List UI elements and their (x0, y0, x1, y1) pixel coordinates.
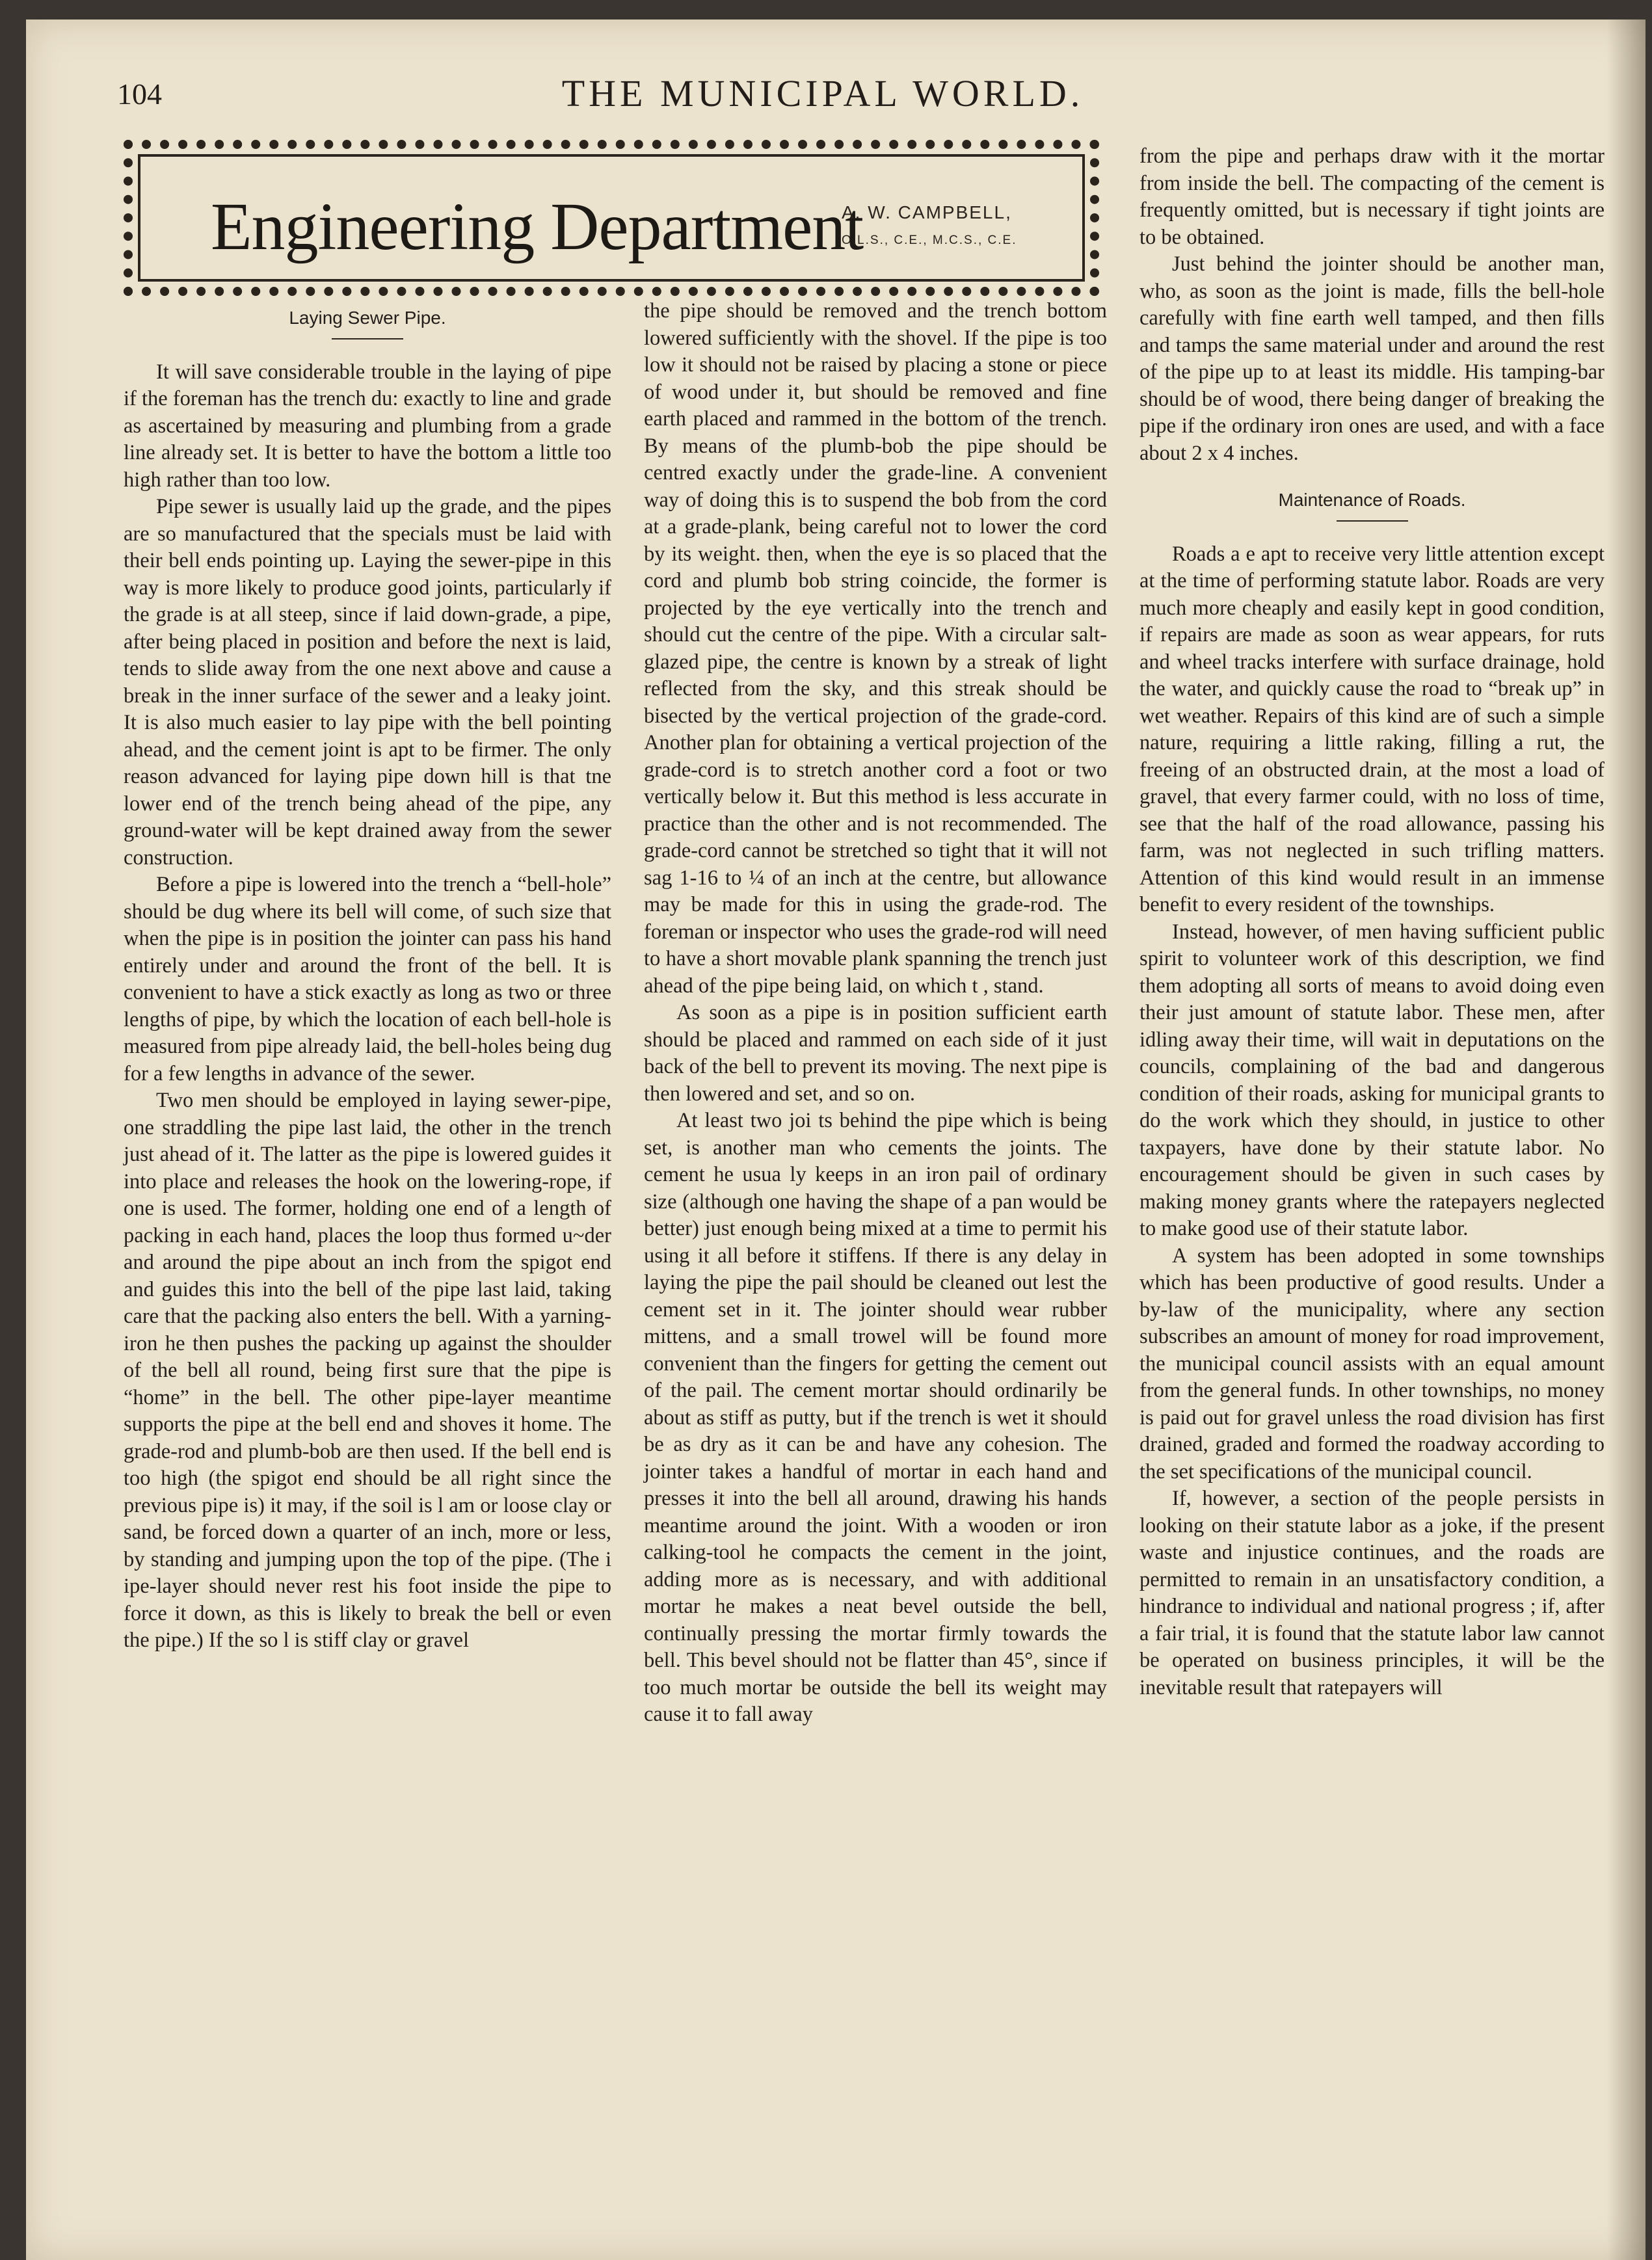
running-head (117, 65, 1528, 124)
paragraph: As soon as a pipe is in position sufficient earth should be placed and rammed on each side of it just back of the bell to prevent its moving. The next pipe is then lowered and set, and so on. (644, 1001, 1107, 1106)
article-title-roads: Maintenance of Roads. (1278, 490, 1466, 510)
column-1 (124, 304, 611, 1655)
page-binding-shadow (1606, 20, 1645, 2260)
author-name: A. W. CAMPBELL, (842, 202, 1012, 222)
paragraph: Just behind the jointer should be another man, who, as soon as the joint is made, fills the bell-hole carefully with fine earth well tamped, and then fills and tamps the same material under and around the rest of the pipe up to at least its middle. His tamping-bar should be of wood, there being danger of breaking the pipe if the ordinary iron ones are used, and with a face about 2 x 4 inches. (1139, 252, 1605, 465)
paragraph: At least two joi ts behind the pipe which is being set, is another man who cements the joints. The cement he usua ly keeps in an iron pail of ordinary size (although one having the shape of a pan would be better) just enough being mixed at a time to permit his using it all before it stiffens. If there is any delay in laying the pipe the pail should be cleaned out lest the cement set in it. The jointer should wear rubber mittens, and a small trowel will be found more convenient than the fingers for getting the cement out of the pail. The cement mortar should ordinarily be about as stiff as putty, but if the trench is wet it should be as dry as it can be and have any cohesion. The jointer takes a handful of mortar in each hand and presses it into the bell all around, drawing his hands meantime around the joint. With a wooden or iron calking-tool he compacts the cement in the joint, adding more as is necessary, and with additional mortar he makes a neat bevel outside the bell, continually pressing the mortar firmly towards the bell. This bevel should not be flatter than 45°, since if too much mortar be outside the bell its weight may cause it to fall away (644, 1109, 1107, 1726)
title-rule (332, 338, 403, 339)
paragraph: A system has been adopted in some townships which has been productive of good results. Under a by-law of the municipality, where any section subscribes an amount of money for road improvement, the municipal council assists with an equal amount from the general funds. In other townships, no money is paid out for gravel unless the road division has first drained, graded and formed the roadway according to the set specifications of the municipal council. (1139, 1243, 1605, 1483)
column-3 (1139, 143, 1605, 1701)
paragraph: Two men should be employed in laying sewer-pipe, one straddling the pipe last laid, the other in the trench just ahead of it. The latter as the pipe is lowered guides it into place and releases the hook on the lowering-rope, if one is used. The former, holding one end of a length of packing in each hand, places the loop thus formed u~der and around the pipe about an inch from the spigot end and guides this into the bell of the pipe last laid, taking care that the packing also enters the bell. With a yarning-iron he then pushes the packing up against the shoulder of the bell all round, being first sure that the pipe is “home” in the bell. The other pipe-layer meantime supports the pipe at the bell end and shoves it home. The grade-rod and plumb-bob are then used. If the bell end is too high (the spigot end should be all right since the previous pipe is) it may, if the soil is l am or loose clay or sand, be forced down a quarter of an inch, more or less, by standing and jumping upon the top of the pipe. (The i ipe-layer should never rest his foot inside the pipe to force it down, as this is likely to break the bell or even the pipe.) If the so l is stiff clay or gravel (124, 1089, 611, 1652)
department-title: Engineering Department (211, 189, 864, 264)
title-rule (1337, 520, 1408, 522)
paragraph: If, however, a section of the people persists in looking on their statute labor as a joke, if the present waste and injustice continues, and the roads are permitted to remain in an unsatisfactory condition, a hindrance to individual and national progress ; if, after a fair trial, it is found that the statute labor law cannot be operated on business principles, it will be the inevitable result that ratepayers will (1139, 1487, 1605, 1699)
paragraph: the pipe should be removed and the trench bottom lowered sufficiently with the shovel. If the pipe is too low it should not be raised by placing a stone or piece of wood under it, but should be removed and fine earth placed and rammed in the bottom of the trench. By means of the plumb-bob the pipe should be centred exactly under the grade-line. A convenient way of doing this is to suspend the bob from the cord at a grade-plank, being careful not to lower the cord by its weight. then, when the eye is so placed that the cord and plumb bob string coincide, the former is projected by the eye vertically into the trench and should cut the centre of the pipe. With a circular salt-glazed pipe, the centre is known by a streak of light reflected from the sky, and this streak should be bisected by the vertical projection of the grade-cord. Another plan for obtaining a vertical projection of the grade-cord is to stretch another cord a foot or two vertically below it. But this method is less accurate in practice than the other and is not recommended. The grade-cord cannot be stretched so tight that it will not sag 1-16 to ¼ of an inch at the centre, but allowance may be made for this in using the grade-rod. The foreman or inspector who uses the grade-rod will need to have a short movable plank spanning the trench just ahead of the pipe being laid, on which t , stand. (644, 299, 1107, 998)
magazine-page (26, 20, 1645, 2260)
page-number: 104 (117, 77, 162, 111)
paragraph: Before a pipe is lowered into the trench a “bell-hole” should be dug where its bell will come, of such size that when the pipe is in position the jointer can pass his hand entirely under and around the front of the bell. It is convenient to have a stick exactly as long as two or three lengths of pipe, by which the location of each bell-hole is measured from pipe already laid, the bell-holes being dug for a few lengths in advance of the sewer. (124, 873, 611, 1085)
paragraph: It will save considerable trouble in the laying of pipe if the foreman has the trench du: exactly to line and grade as ascertained by measuring and plumbing from a grade line already set. It is better to have the bottom a little too high rather than too low. (124, 360, 611, 492)
column-2 (644, 298, 1107, 1729)
journal-title: THE MUNICIPAL WORLD. (561, 72, 1084, 114)
paragraph: Pipe sewer is usually laid up the grade, and the pipes are so manufactured that the specials must be laid with their bell ends pointing up. Laying the sewer-pipe in this way is more likely to produce good joints, particularly if the grade is at all steep, since if laid down-grade, a pipe, after being placed in position and before the next is laid, tends to slide away from the one next above and cause a break in the inner surface of the sewer and a leaky joint. It is also much easier to lay pipe with the bell pointing ahead, and the cement joint is apt to be firmer. The only reason advanced for laying pipe down hill is that tne lower end of the trench being ahead of the pipe, any ground-water will be kept drained away from the sewer construction. (124, 495, 611, 870)
article-title-sewer: Laying Sewer Pipe. (289, 308, 446, 328)
author-credentials: O.L.S., C.E., M.C.S., C.E. (842, 233, 1017, 247)
department-banner (124, 140, 1099, 296)
paragraph: Instead, however, of men having sufficient public spirit to volunteer work of this description, we find them adopting all sorts of means to avoid doing even their just amount of statute labor. These men, after idling away their time, will wait in deputations on the councils, complaining of the bad and dangerous condition of their roads, asking for municipal grants to do the work which they should, in justice to other taxpayers, have done by their statute labor. No encouragement should be given in such cases by making money grants where the ratepayers neglected to make good use of their statute labor. (1139, 920, 1605, 1240)
paragraph: from the pipe and perhaps draw with it the mortar from inside the bell. The compacting of the cement is frequently omitted, but is necessary if tight joints are to be obtained. (1139, 144, 1605, 249)
paragraph: Roads a e apt to receive very little attention except at the time of performing statute labor. Roads are very much more cheaply and easily kept in good condition, if repairs are made as soon as wear appears, for ruts and wheel tracks interfere with surface drainage, hold the water, and quickly cause the road to “break up” in wet weather. Repairs of this kind are of such a simple nature, requiring a little raking, filling a rut, the freeing of an obstructed drain, at the most a load of gravel, that every farmer could, with no loss of time, see that the half of the road allowance, passing his farm, was not neglected in such trifling matters. Attention of this kind would result in an immense benefit to every resident of the townships. (1139, 542, 1605, 916)
